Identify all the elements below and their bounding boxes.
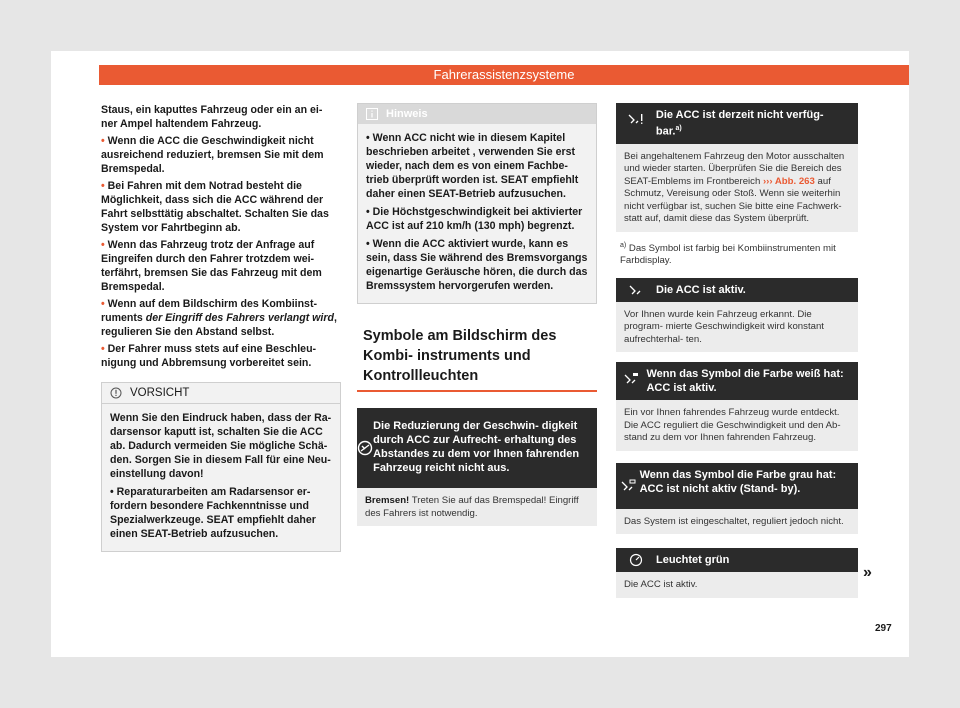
figure-link[interactable]: ››› Abb. 263 [762,175,815,187]
acc-active-icon [628,284,644,296]
section-title: Symbole am Bildschirm des Kombi- instruments und Kontrollleuchten [363,328,557,384]
symbol-description: Ein vor Ihnen fahrendes Fahrzeug wurde entdeckt. Die ACC reguliert die Geschwindigkeit und den Ab- stand zu dem vor Ihnen fahrenden Fahrzeug. [616,400,858,451]
caution-text: Wenn Sie den Eindruck haben, dass der Ra- darsensor kaputt ist, schalten Sie die ACC ab. Dadurch vermeiden Sie mögliche Schä- den. Sorgen Sie in diesem Fall für eine Neu- einstellung davon! [110,412,332,480]
note-bullet: • Wenn die ACC aktiviert wurde, kann es sein, dass Sie während des Bremsvorgangs eigenartige Geräusche hören, die durch das Bremssystem hervorgerufen werden. [366,238,588,292]
column-left [101,103,341,552]
symbol-entry [616,463,858,535]
note-bullet: • Die Höchstgeschwindigkeit bei aktivierter ACC ist auf 210 km/h (130 mph) begrenzt. [366,206,583,232]
symbol-title: Leuchtet grün [656,554,730,567]
bullet-item: • Wenn das Fahrzeug trotz der Anfrage auf Eingreifen durch den Fahrer trotzdem wei- terfährt, bremsen Sie das Fahrzeug mit dem Bremspedal. [101,239,322,293]
bullet-item: • Wenn die ACC die Geschwindigkeit nicht ausreichend reduziert, bremsen Sie mit dem Bremspedal. [101,135,324,175]
caution-bullet: • Reparaturarbeiten am Radarsensor er- fordern besondere Fachkenntnisse und Spezialwerkzeuge. SEAT empfiehlt daher einen SEAT-Betrieb aufzusuchen. [110,486,316,540]
note-bullet: • Wenn ACC nicht wie in diesem Kapitel beschrieben arbeitet , verwenden Sie erst wieder, nach dem es von einem Fachbe- trieb überprüft worden ist. SEAT empfiehlt daher einen SEAT-Betrieb aufzusuchen. [366,132,579,200]
symbol-title: Wenn das Symbol die Farbe weiß hat: ACC ist aktiv. [646,368,844,395]
info-icon [366,108,378,120]
section-underline [357,390,597,392]
intro-text: Staus, ein kaputtes Fahrzeug oder ein an ei- ner Ampel haltendem Fahrzeug. [101,104,323,130]
footnote: $^{a)}$ Das Symbol ist farbig bei Kombiinstrumenten mit Farbdisplay. [620,241,836,267]
bullet-item: • Der Fahrer muss stets auf eine Beschleu- nigung und Abbremsung vorbereitet sein. [101,343,317,369]
caution-header [102,383,340,404]
warning-icon [110,387,122,399]
bullet-item: • Wenn auf dem Bildschirm des Kombiinst- ruments der Eingriff des Fahrers verlangt wird, regulieren Sie den Abstand selbst. [101,298,337,338]
note-header [358,104,596,124]
note-title: Hinweis [386,108,428,120]
symbol-entry [616,362,858,451]
symbol-title: Wenn das Symbol die Farbe grau hat: ACC ist nicht aktiv (Stand- by). [639,468,837,495]
acc-brake-icon [357,440,373,456]
column-right [616,103,858,598]
bullet-item: • Bei Fahren mit dem Notrad besteht die Möglichkeit, dass sich die ACC während der Fahrt selbsttätig abschaltet. Schalten Sie das System vor Fahrtbeginn ab. [101,180,329,234]
symbol-description: Das System ist eingeschaltet, reguliert jedoch nicht. [616,509,858,535]
symbol-description: Vor Ihnen wurde kein Fahrzeug erkannt. Die program- mierte Geschwindigkeit wird konstant aufrechterhal- ten. [616,302,858,353]
caution-title: VORSICHT [130,387,190,399]
caution-box [101,382,341,552]
continued-marker: » [863,564,872,581]
speedometer-icon [629,553,643,567]
symbol-entry [616,278,858,353]
symbol-description: Die ACC ist aktiv. [616,572,858,598]
symbol-entry [616,103,858,232]
column-middle [357,103,597,526]
symbol-title: Die ACC ist aktiv. [656,283,746,296]
symbol-entry [616,548,858,598]
note-box [357,103,597,304]
manual-page [51,51,909,657]
symbol-entry [357,408,597,526]
symbol-description: Bremsen! Treten Sie auf das Bremspedal! Eingriff des Fahrers ist notwendig. [357,488,597,526]
page-header: Fahrerassistenzsysteme [99,65,909,85]
symbol-title: Die ACC ist derzeit nicht verfüg- bar.$^{a)}$ [655,109,824,138]
symbol-description: Bei angehaltenem Fahrzeug den Motor ausschalten und wieder starten. Überprüfen Sie die Bereich des SEAT-Emblems im Frontbereich ››› Abb. 263 auf Schmutz, Vereisung oder Stoß. Wenn sie weiterhin nicht verfügbar ist, suchen Sie bitte eine Fachwerk- statt auf, damit diese das System überprüft. [616,144,858,232]
acc-unavailable-icon [627,112,645,126]
page-number: 297 [875,623,892,634]
acc-standby-icon [620,479,636,493]
acc-vehicle-ahead-icon [623,372,639,386]
symbol-title: Die Reduzierung der Geschwin- digkeit durch ACC zur Aufrecht- erhaltung des Abstandes zu dem vor Ihnen fahrenden Fahrzeug reicht nicht aus. [373,420,580,474]
